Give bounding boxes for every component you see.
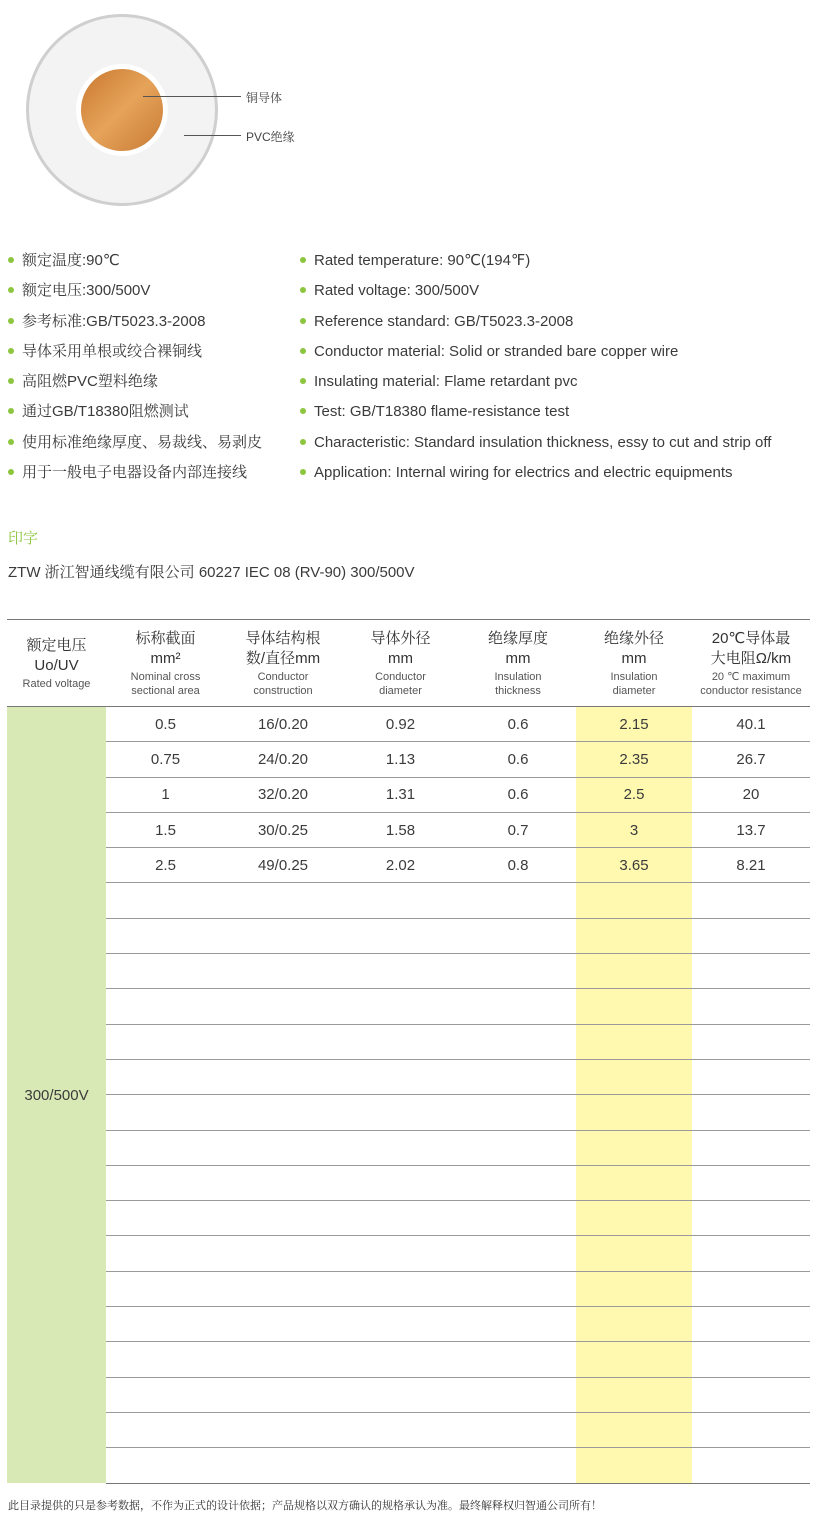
- table-cell: [106, 1095, 225, 1130]
- table-cell: [225, 1377, 341, 1412]
- bullet-dot-icon: [300, 439, 306, 445]
- conductor-label: 铜导体: [246, 91, 283, 105]
- header-en2: sectional area: [131, 685, 200, 697]
- table-cell: [225, 1095, 341, 1130]
- table-cell: 49/0.25: [225, 848, 341, 883]
- feature-cn-item: [8, 458, 262, 488]
- header-en2: diameter: [379, 685, 422, 697]
- table-cell: [106, 1448, 225, 1483]
- table-cell: [341, 1307, 460, 1342]
- header-cn1: 绝缘外径: [603, 630, 664, 647]
- column-header: [692, 620, 810, 707]
- table-cell: [341, 1236, 460, 1271]
- table-cell: [225, 883, 341, 918]
- table-cell: 26.7: [692, 742, 810, 777]
- rated-voltage-cell: 300/500V: [7, 707, 106, 1484]
- table-row: [7, 1412, 810, 1447]
- table-row: [7, 777, 810, 812]
- specification-table: [7, 619, 810, 1484]
- feature-en-item: [300, 458, 771, 488]
- table-row: [7, 1448, 810, 1483]
- feature-en-item: [300, 276, 771, 306]
- table-cell: 0.6: [460, 707, 576, 742]
- table-cell: [106, 918, 225, 953]
- table-cell: 40.1: [692, 707, 810, 742]
- table-cell: [460, 954, 576, 989]
- table-cell: 1.5: [106, 812, 225, 847]
- table-cell: [576, 1307, 692, 1342]
- table-cell: 2.5: [576, 777, 692, 812]
- table-cell: [576, 883, 692, 918]
- table-cell: [692, 1059, 810, 1094]
- header-en1: Conductor: [375, 671, 426, 683]
- bullet-dot-icon: [8, 318, 14, 324]
- table-cell: 13.7: [692, 812, 810, 847]
- table-cell: [341, 1130, 460, 1165]
- table-row: [7, 742, 810, 777]
- header-cn2: Uo/UV: [34, 657, 79, 674]
- table-cell: 2.35: [576, 742, 692, 777]
- table-row: [7, 1271, 810, 1306]
- table-cell: [460, 1095, 576, 1130]
- feature-cn-item: [8, 367, 262, 397]
- column-header: [106, 620, 225, 707]
- table-cell: [576, 1342, 692, 1377]
- bullet-dot-icon: [8, 439, 14, 445]
- table-cell: [225, 1165, 341, 1200]
- table-cell: 16/0.20: [225, 707, 341, 742]
- table-cell: [341, 1024, 460, 1059]
- feature-en-text: Insulating material: Flame retardant pvc: [314, 373, 578, 391]
- cable-cross-section-illustration: [24, 12, 220, 208]
- feature-en-item: [300, 337, 771, 367]
- table-cell: [460, 1342, 576, 1377]
- table-cell: [225, 989, 341, 1024]
- column-header: [460, 620, 576, 707]
- table-cell: [692, 954, 810, 989]
- table-cell: [460, 1201, 576, 1236]
- header-cn2: mm: [388, 650, 413, 667]
- table-row: [7, 1165, 810, 1200]
- feature-cn-text: 高阻燃PVC塑料绝缘: [22, 373, 158, 391]
- feature-cn-text: 参考标准:GB/T5023.3-2008: [22, 312, 206, 330]
- feature-cn-text: 用于一般电子电器设备内部连接线: [22, 464, 248, 482]
- table-cell: [460, 989, 576, 1024]
- table-row: [7, 918, 810, 953]
- table-cell: 20: [692, 777, 810, 812]
- column-header: [576, 620, 692, 707]
- table-cell: 1: [106, 777, 225, 812]
- table-cell: [341, 1412, 460, 1447]
- table-cell: 24/0.20: [225, 742, 341, 777]
- table-cell: [460, 1024, 576, 1059]
- features-english-list: [300, 246, 771, 488]
- bullet-dot-icon: [300, 318, 306, 324]
- table-row: [7, 954, 810, 989]
- header-cn2: 数/直径mm: [245, 650, 321, 667]
- table-cell: [692, 883, 810, 918]
- table-cell: 0.75: [106, 742, 225, 777]
- table-cell: 30/0.25: [225, 812, 341, 847]
- bullet-dot-icon: [300, 378, 306, 384]
- table-cell: 0.5: [106, 707, 225, 742]
- table-cell: [576, 1271, 692, 1306]
- table-cell: [460, 918, 576, 953]
- table-cell: [692, 1307, 810, 1342]
- table-cell: [692, 1024, 810, 1059]
- table-cell: [225, 1130, 341, 1165]
- table-cell: [576, 1165, 692, 1200]
- table-cell: [225, 1059, 341, 1094]
- feature-en-item: [300, 367, 771, 397]
- feature-en-text: Reference standard: GB/T5023.3-2008: [314, 312, 574, 330]
- table-row: [7, 1201, 810, 1236]
- table-row: [7, 1342, 810, 1377]
- table-cell: [341, 1448, 460, 1483]
- header-en1: Insulation: [494, 671, 542, 683]
- table-cell: [460, 1448, 576, 1483]
- header-en2: conductor resistance: [700, 685, 802, 697]
- table-cell: [576, 918, 692, 953]
- table-cell: [225, 1201, 341, 1236]
- feature-cn-item: [8, 397, 262, 427]
- table-row: [7, 1236, 810, 1271]
- feature-en-text: Test: GB/T18380 flame-resistance test: [314, 403, 570, 421]
- table-cell: 0.6: [460, 742, 576, 777]
- table-cell: [576, 1130, 692, 1165]
- table-cell: [576, 1377, 692, 1412]
- header-cn1: 20℃导体最: [711, 630, 791, 647]
- table-cell: [692, 1236, 810, 1271]
- header-cn2: mm: [621, 650, 647, 667]
- header-en1: Insulation: [610, 671, 658, 683]
- table-cell: 3.65: [576, 848, 692, 883]
- table-cell: [692, 1342, 810, 1377]
- feature-cn-item: [8, 337, 262, 367]
- table-cell: 2.5: [106, 848, 225, 883]
- bullet-dot-icon: [8, 287, 14, 293]
- table-cell: [341, 883, 460, 918]
- table-cell: [460, 1412, 576, 1447]
- table-cell: [106, 1236, 225, 1271]
- bullet-dot-icon: [300, 348, 306, 354]
- bullet-dot-icon: [8, 257, 14, 263]
- table-cell: [576, 1236, 692, 1271]
- header-cn2: mm: [505, 650, 531, 667]
- header-en1: Conductor: [257, 671, 309, 683]
- feature-en-text: Application: Internal wiring for electrics and electric equipments: [314, 464, 733, 482]
- table-cell: 0.7: [460, 812, 576, 847]
- table-header-row: [7, 620, 810, 707]
- column-header: [7, 620, 106, 707]
- marking-text: ZTW 浙江智通线缆有限公司 60227 IEC 08 (RV-90) 300/500V: [8, 564, 415, 581]
- header-cn2: 大电阻Ω/km: [710, 650, 792, 667]
- table-cell: [460, 1377, 576, 1412]
- table-cell: [341, 1095, 460, 1130]
- table-cell: 0.8: [460, 848, 576, 883]
- table-cell: [106, 1307, 225, 1342]
- table-cell: [225, 1412, 341, 1447]
- header-cn1: 导体外径: [370, 630, 431, 647]
- header-cn1: 导体结构根: [245, 630, 321, 647]
- table-row: [7, 1307, 810, 1342]
- table-cell: 2.02: [341, 848, 460, 883]
- table-row: [7, 1095, 810, 1130]
- table-cell: [225, 1236, 341, 1271]
- feature-cn-item: [8, 428, 262, 458]
- bullet-dot-icon: [300, 408, 306, 414]
- conductor-callout-line: [143, 96, 241, 97]
- table-cell: [692, 1095, 810, 1130]
- header-cn1: 绝缘厚度: [487, 630, 548, 647]
- table-cell: [460, 1271, 576, 1306]
- feature-en-text: Conductor material: Solid or stranded bare copper wire: [314, 342, 679, 360]
- table-cell: [460, 1165, 576, 1200]
- table-cell: 1.31: [341, 777, 460, 812]
- table-cell: [106, 1201, 225, 1236]
- table-row: [7, 1130, 810, 1165]
- table-row: [7, 812, 810, 847]
- feature-cn-text: 额定温度:90℃: [22, 252, 120, 269]
- table-cell: [692, 1130, 810, 1165]
- feature-en-item: [300, 397, 771, 427]
- feature-en-item: [300, 246, 771, 276]
- table-cell: [692, 1448, 810, 1483]
- table-cell: [576, 1412, 692, 1447]
- table-cell: [106, 1342, 225, 1377]
- table-cell: [692, 1165, 810, 1200]
- feature-cn-text: 通过GB/T18380阻燃测试: [22, 403, 189, 421]
- table-row: [7, 848, 810, 883]
- table-row: [7, 1059, 810, 1094]
- header-cn1: 标称截面: [135, 630, 196, 647]
- table-cell: 2.15: [576, 707, 692, 742]
- disclaimer-footer: 此目录提供的只是参考数据，不作为正式的设计依据；产品规格以双方确认的规格承认为准。最终解释权归智通公司所有！: [8, 1500, 602, 1512]
- table-cell: [106, 1412, 225, 1447]
- table-cell: [692, 918, 810, 953]
- bullet-dot-icon: [8, 469, 14, 475]
- table-cell: [106, 954, 225, 989]
- table-cell: 32/0.20: [225, 777, 341, 812]
- table-cell: [460, 883, 576, 918]
- table-cell: [225, 1024, 341, 1059]
- table-cell: [460, 1307, 576, 1342]
- insulation-callout-line: [184, 135, 241, 136]
- column-header: [341, 620, 460, 707]
- table-cell: [341, 1342, 460, 1377]
- bullet-dot-icon: [300, 257, 306, 263]
- table-cell: [692, 1412, 810, 1447]
- table-cell: [225, 1307, 341, 1342]
- table-cell: [225, 1448, 341, 1483]
- table-cell: [576, 954, 692, 989]
- table-cell: [106, 1271, 225, 1306]
- table-cell: [692, 1377, 810, 1412]
- features-chinese-list: [8, 246, 262, 488]
- table-cell: [341, 1271, 460, 1306]
- table-cell: [341, 1165, 460, 1200]
- feature-cn-text: 使用标准绝缘厚度、易裁线、易剥皮: [22, 433, 263, 451]
- feature-en-item: [300, 307, 771, 337]
- bullet-dot-icon: [300, 469, 306, 475]
- feature-cn-item: [8, 246, 262, 276]
- insulation-label: PVC绝缘: [246, 130, 295, 144]
- table-cell: [460, 1059, 576, 1094]
- table-cell: 1.58: [341, 812, 460, 847]
- feature-en-text: Characteristic: Standard insulation thickness, essy to cut and strip off: [314, 433, 772, 451]
- feature-cn-item: [8, 276, 262, 306]
- table-cell: [341, 989, 460, 1024]
- table-cell: 8.21: [692, 848, 810, 883]
- feature-en-item: [300, 428, 771, 458]
- table-cell: 3: [576, 812, 692, 847]
- table-row: [7, 989, 810, 1024]
- column-header: [225, 620, 341, 707]
- feature-en-text: Rated temperature: 90℃(194℉): [314, 252, 531, 269]
- table-row: [7, 883, 810, 918]
- table-cell: [106, 1024, 225, 1059]
- table-cell: [106, 1130, 225, 1165]
- table-cell: [106, 1377, 225, 1412]
- table-cell: [576, 1201, 692, 1236]
- bullet-dot-icon: [8, 408, 14, 414]
- table-cell: [576, 1024, 692, 1059]
- table-cell: 0.92: [341, 707, 460, 742]
- copper-conductor: [81, 69, 163, 151]
- table-cell: [692, 1271, 810, 1306]
- table-cell: [576, 1448, 692, 1483]
- table-cell: [106, 1059, 225, 1094]
- table-row: [7, 1024, 810, 1059]
- bullet-dot-icon: [8, 378, 14, 384]
- table-cell: 0.6: [460, 777, 576, 812]
- feature-en-text: Rated voltage: 300/500V: [314, 282, 480, 300]
- header-cn1: 额定电压: [26, 637, 87, 654]
- header-en1: 20 ℃ maximum: [711, 671, 791, 683]
- header-cn2: mm²: [150, 650, 181, 667]
- table-row: [7, 707, 810, 742]
- header-en1: Nominal cross: [130, 671, 201, 683]
- table-cell: [460, 1236, 576, 1271]
- table-cell: [692, 989, 810, 1024]
- header-en2: thickness: [495, 685, 541, 697]
- feature-cn-text: 导体采用单根或绞合裸铜线: [22, 342, 203, 360]
- table-cell: [225, 1342, 341, 1377]
- header-en1: Rated voltage: [22, 678, 91, 690]
- table-cell: [576, 1095, 692, 1130]
- table-cell: [341, 954, 460, 989]
- table-cell: [341, 918, 460, 953]
- table-cell: [341, 1201, 460, 1236]
- table-cell: [225, 954, 341, 989]
- table-cell: [106, 1165, 225, 1200]
- table-row: [7, 1377, 810, 1412]
- bullet-dot-icon: [300, 287, 306, 293]
- table-cell: [341, 1059, 460, 1094]
- header-en2: diameter: [612, 685, 656, 697]
- marking-title: 印字: [8, 530, 39, 547]
- table-cell: 1.13: [341, 742, 460, 777]
- table-cell: [225, 1271, 341, 1306]
- table-cell: [341, 1377, 460, 1412]
- bullet-dot-icon: [8, 348, 14, 354]
- table-cell: [106, 883, 225, 918]
- table-cell: [225, 918, 341, 953]
- feature-cn-item: [8, 307, 262, 337]
- table-cell: [576, 989, 692, 1024]
- table-cell: [106, 989, 225, 1024]
- table-cell: [460, 1130, 576, 1165]
- header-en2: construction: [253, 685, 313, 697]
- table-cell: [576, 1059, 692, 1094]
- feature-cn-text: 额定电压:300/500V: [22, 282, 151, 300]
- table-cell: [692, 1201, 810, 1236]
